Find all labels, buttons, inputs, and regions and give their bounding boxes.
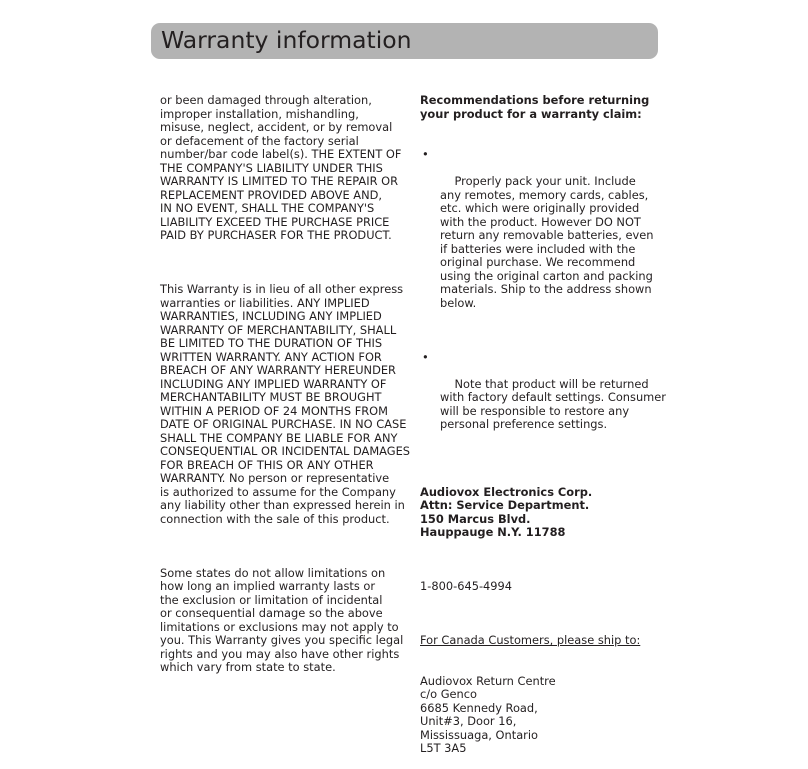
warranty-paragraph-2: This Warranty is in lieu of all other express warranties or liabilities. ANY IMPLIED WARRANTIES, INCLUDING ANY IMPLIED WARRANTY OF MERCHANTABILITY, SHALL BE LIMITED TO THE DURATION OF THIS WRITTEN WARRANTY. ANY ACTION FOR BREACH OF ANY WARRANTY HEREUNDER INCLUDING ANY IMPLIED WARRANTY OF MERCHANTABILITY MUST BE BROUGHT WITHIN A PERIOD OF 24 MONTHS FROM DATE OF ORIGINAL PURCHASE. IN NO CASE SHALL THE COMPANY BE LIABLE FOR ANY CONSEQUENTIAL OR INCIDENTAL DAMAGES FOR BREACH OF THIS OR ANY OTHER WARRANTY. No person or representative is authorized to assume for the Company any liability other than expressed herein in connection with the sale of this product.	[160, 282, 411, 526]
canada-address: Audiovox Return Centre c/o Genco 6685 Kennedy Road, Unit#3, Door 16, Mississuaga, Ontario L5T 3A5	[420, 673, 556, 755]
left-column	[160, 67, 411, 688]
recommendations-heading: Recommendations before returning your product for a warranty claim:	[420, 93, 650, 121]
canada-heading: For Canada Customers, please ship to:	[420, 633, 641, 647]
warranty-paragraph-1: or been damaged through alteration, improper installation, mishandling, misuse, neglect, accident, or by removal or defacement of the factory serial number/bar code label(s). THE EXTENT OF THE COMPANY'S LIABILITY UNDER THIS WARRANTY IS LIMITED TO THE REPAIR OR REPLACEMENT PROVIDED ABOVE AND, IN NO EVENT, SHALL THE COMPANY'S LIABILITY EXCEED THE PURCHASE PRICE PAID BY PURCHASER FOR THE PRODUCT.	[160, 93, 402, 242]
bullet-icon: •	[422, 349, 429, 364]
page-title: Warranty information	[161, 26, 412, 54]
recommendation-item	[420, 349, 666, 446]
right-column	[420, 67, 666, 769]
bullet-icon: •	[422, 147, 429, 161]
recommendation-text: Note that product will be returned with factory default settings. Consumer will be responsible to restore any personal preference settings.	[440, 376, 666, 431]
service-address: Audiovox Electronics Corp. Attn: Service Department. 150 Marcus Blvd. Hauppauge N.Y. 11788	[420, 484, 593, 539]
service-phone: 1-800-645-4994	[420, 579, 513, 593]
recommendation-text: Properly pack your unit. Include any remotes, memory cards, cables, etc. which were originally provided with the product. However DO NOT return any removable batteries, even if batteries were included with the original purchase. We recommend using the original carton and packing materials. Ship to the address shown below.	[440, 174, 654, 310]
warranty-paragraph-3: Some states do not allow limitations on how long an implied warranty lasts or the exclusion or limitation of incidental or consequential damage so the above limitations or exclusions may not apply to you. This Warranty gives you specific legal rights and you may also have other rights which vary from state to state.	[160, 565, 404, 674]
section-title-bar	[151, 23, 658, 59]
recommendation-item	[420, 148, 660, 324]
